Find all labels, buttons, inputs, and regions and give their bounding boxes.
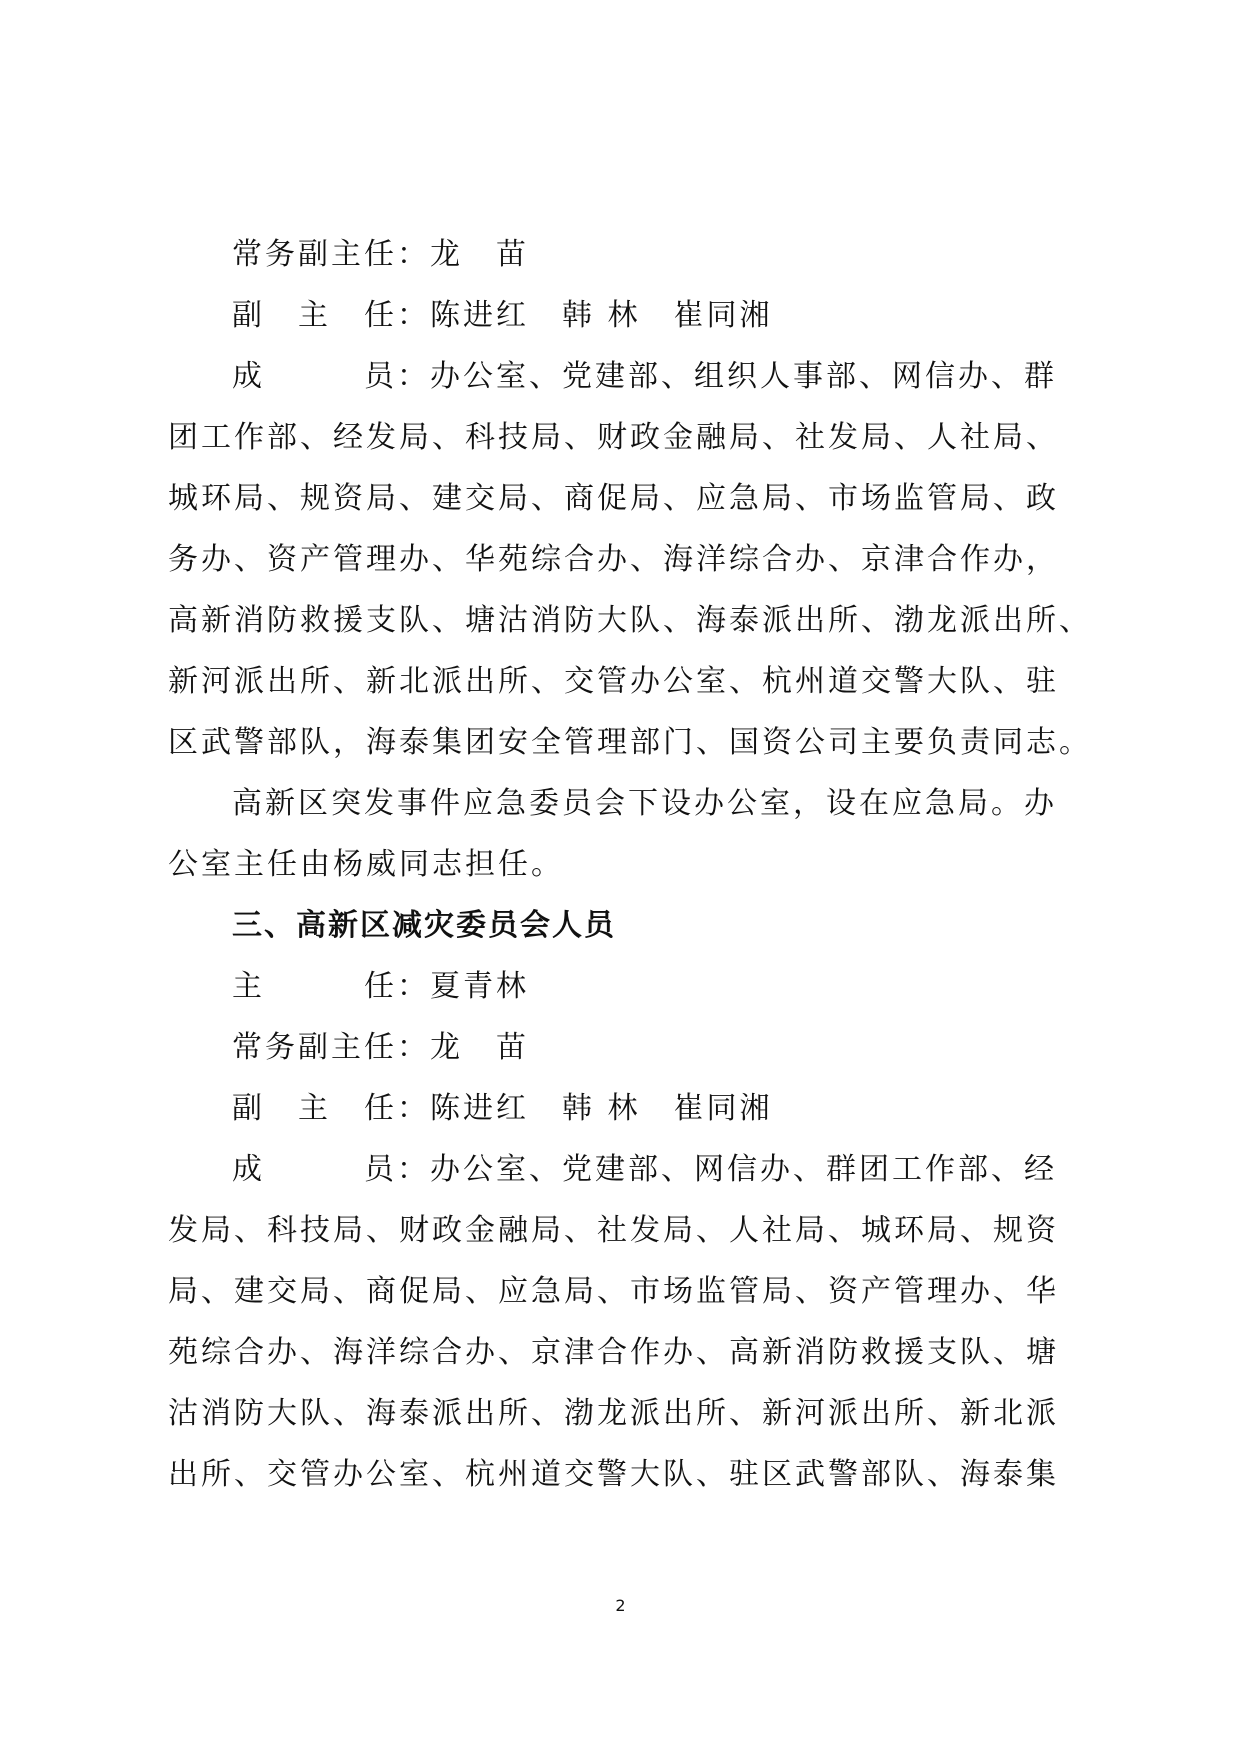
page-number: 2 bbox=[615, 1596, 626, 1615]
text-line-office-paragraph: 高新区突发事件应急委员会下设办公室，设在应急局。办 bbox=[232, 786, 1057, 821]
text-line: 新河派出所、新北派出所、交管办公室、杭州道交警大队、驻 bbox=[168, 664, 1059, 699]
text-line-vice-director-executive: 常务副主任：龙 苗 bbox=[232, 237, 529, 272]
text-line-members-start: 成 员：办公室、党建部、组织人事部、网信办、群 bbox=[232, 359, 1057, 394]
text-line: 高新消防救援支队、塘沽消防大队、海泰派出所、渤龙派出所、 bbox=[168, 603, 1092, 638]
text-line: 团工作部、经发局、科技局、财政金融局、社发局、人社局、 bbox=[168, 420, 1059, 455]
text-line-members-start: 成 员：办公室、党建部、网信办、群团工作部、经 bbox=[232, 1152, 1057, 1187]
text-line: 区武警部队，海泰集团安全管理部门、国资公司主要负责同志。 bbox=[168, 725, 1092, 760]
text-line: 城环局、规资局、建交局、商促局、应急局、市场监管局、政 bbox=[168, 481, 1059, 516]
text-line-vice-director-executive: 常务副主任：龙 苗 bbox=[232, 1030, 529, 1065]
text-line-vice-directors: 副 主 任：陈进红 韩 林 崔同湘 bbox=[232, 298, 773, 333]
text-line: 发局、科技局、财政金融局、社发局、人社局、城环局、规资 bbox=[168, 1213, 1059, 1248]
text-line: 务办、资产管理办、华苑综合办、海洋综合办、京津合作办， bbox=[168, 542, 1059, 577]
text-line: 局、建交局、商促局、应急局、市场监管局、资产管理办、华 bbox=[168, 1274, 1059, 1309]
text-line: 苑综合办、海洋综合办、京津合作办、高新消防救援支队、塘 bbox=[168, 1335, 1059, 1370]
text-line: 公室主任由杨威同志担任。 bbox=[168, 847, 564, 882]
text-line: 出所、交管办公室、杭州道交警大队、驻区武警部队、海泰集 bbox=[168, 1457, 1059, 1492]
text-line: 沽消防大队、海泰派出所、渤龙派出所、新河派出所、新北派 bbox=[168, 1396, 1059, 1431]
section-heading: 三、高新区减灾委员会人员 bbox=[232, 908, 616, 943]
text-line-vice-directors: 副 主 任：陈进红 韩 林 崔同湘 bbox=[232, 1091, 773, 1126]
text-line-director: 主 任：夏青林 bbox=[232, 969, 529, 1004]
